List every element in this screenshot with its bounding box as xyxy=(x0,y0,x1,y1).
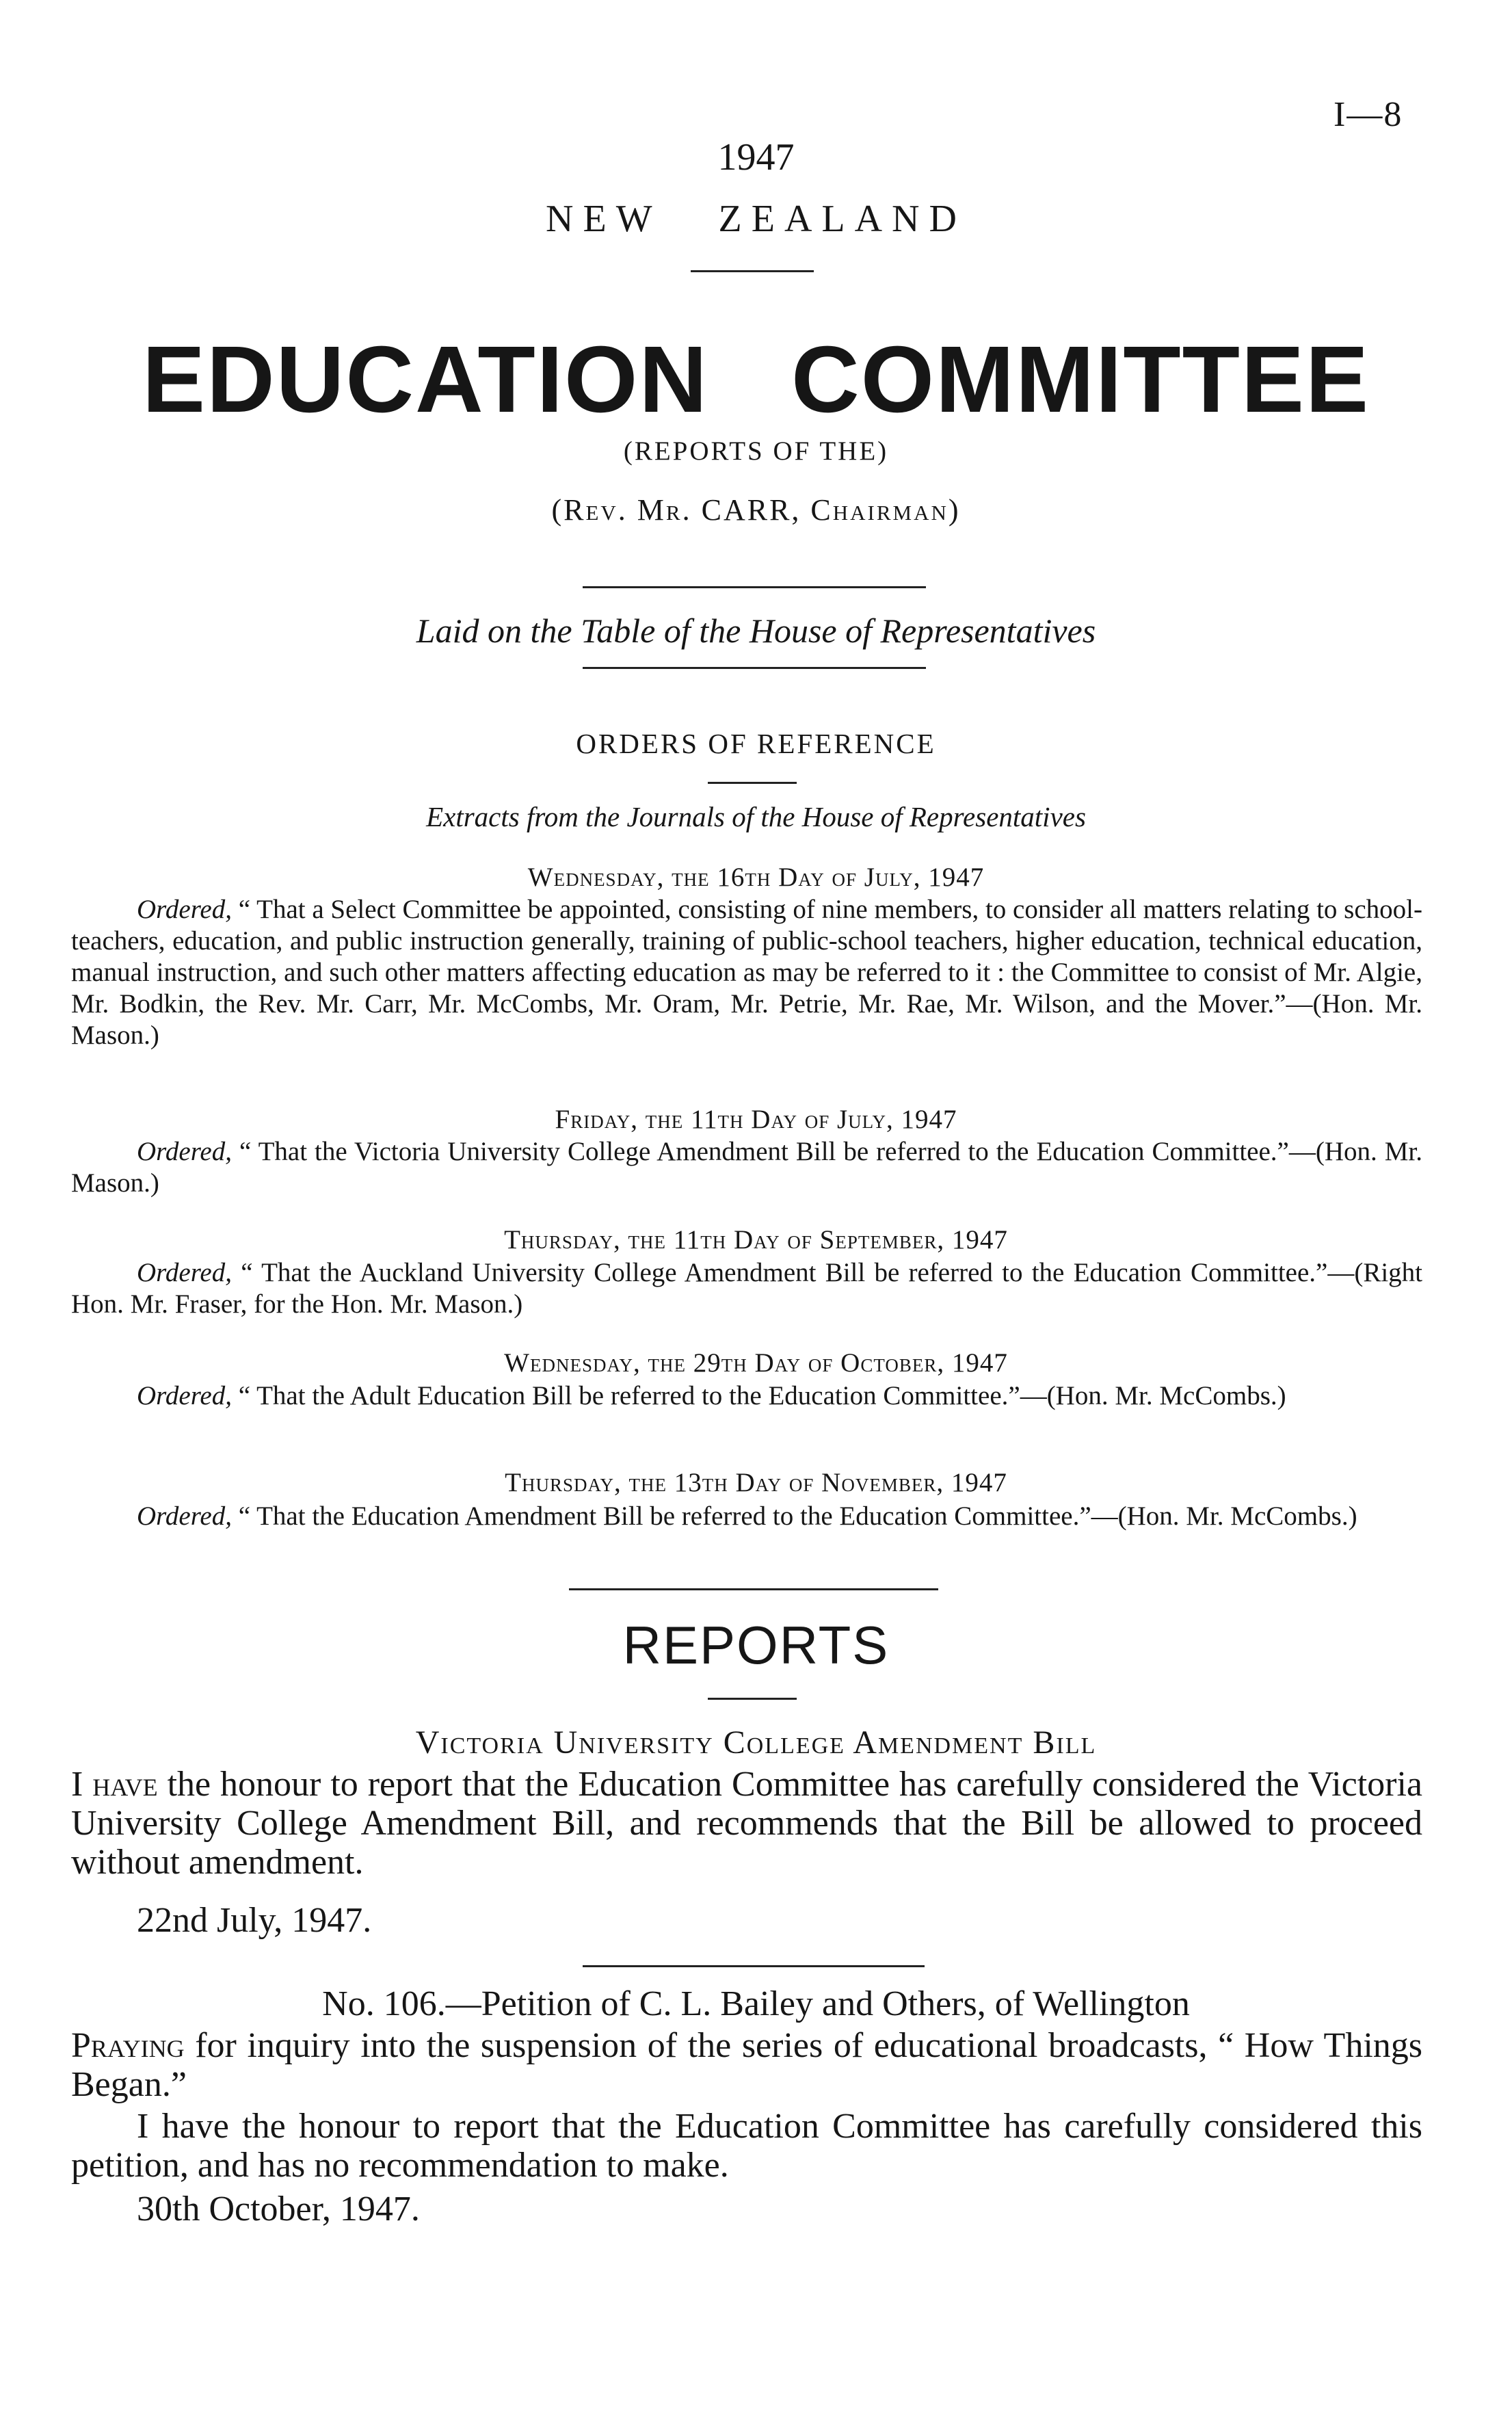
order-text: “ That a Select Committee be appointed, consisting of nine members, to consider all matters relating to school-teachers, education, and public instruction generally, training of public-school teachers, higher education, technical education, manual instruction, and such other matters affecting education as may be referred to it : the Committee to consist of Mr. Algie, Mr. Bodkin, the Rev. Mr. Carr, Mr. McCombs, Mr. Oram, Mr. Petrie, Mr. Rae, Mr. Wilson, and the Mover.”—(Hon. Mr. Mason.) xyxy=(71,895,1422,1050)
country-name: NEW ZEALAND xyxy=(546,198,966,240)
chairman-line: (Rev. Mr. CARR, Chairman) xyxy=(551,493,961,527)
order-date: Friday, the 11th Day of July, 1947 xyxy=(555,1105,957,1134)
orders-heading: ORDERS OF REFERENCE xyxy=(576,728,936,759)
petition-heading xyxy=(0,1984,1512,2024)
extracts-line: Extracts from the Journals of the House of Representatives xyxy=(426,801,1086,832)
order-paragraph xyxy=(71,1501,1422,1532)
ordered-label: Ordered, xyxy=(137,1137,232,1166)
ordered-label: Ordered, xyxy=(137,1501,232,1531)
order-paragraph xyxy=(71,1257,1422,1320)
order-date: Wednesday, the 29th Day of October, 1947 xyxy=(504,1348,1008,1378)
report-heading: Victoria University College Amendment Bill xyxy=(415,1724,1097,1761)
order-paragraph xyxy=(71,1136,1422,1199)
petition-heading-text: No. 106.—Petition of C. L. Bailey and Others, of Wellington xyxy=(322,1984,1190,2023)
laid-on-table: Laid on the Table of the House of Representatives xyxy=(416,612,1096,650)
divider-rule xyxy=(569,1588,938,1590)
order-date: Thursday, the 13th Day of November, 1947 xyxy=(505,1468,1007,1497)
document-year: 1947 xyxy=(717,136,795,179)
ordered-label: Ordered, xyxy=(137,1258,232,1287)
petition-date: 30th October, 1947. xyxy=(137,2190,420,2229)
order-paragraph xyxy=(71,1380,1422,1412)
petition-report-paragraph: I have the honour to report that the Education Committee has carefully considered this petition, and has no recommendation to make. xyxy=(71,2107,1422,2185)
report-lead: I have xyxy=(71,1765,158,1804)
order-text: “ That the Victoria University College Amendment Bill be referred to the Education Committee.”—(Hon. Mr. Mason.) xyxy=(71,1137,1422,1198)
divider-rule xyxy=(708,1698,797,1700)
order-text: “ That the Education Amendment Bill be referred to the Education Committee.”—(Hon. Mr. McCombs.) xyxy=(238,1501,1357,1531)
divider-rule xyxy=(708,782,797,784)
order-date: Thursday, the 11th Day of September, 1947 xyxy=(504,1225,1008,1254)
report-text: the honour to report that the Education Committee has carefully considered the Victoria University College Amendment Bill, and recommends that the Bill be allowed to proceed without amendment. xyxy=(71,1765,1423,1882)
ordered-label: Ordered, xyxy=(137,1381,232,1410)
document-title: EDUCATION COMMITTEE xyxy=(142,327,1370,432)
reports-heading: REPORTS xyxy=(622,1615,890,1675)
document-subtitle: (REPORTS OF THE) xyxy=(623,436,889,466)
divider-rule xyxy=(583,586,926,588)
divider-rule xyxy=(583,667,926,669)
petition-paragraph xyxy=(71,2026,1422,2104)
order-text: “ That the Adult Education Bill be referred to the Education Committee.”—(Hon. Mr. McCombs.) xyxy=(238,1381,1286,1410)
petition-lead: Praying xyxy=(71,2026,185,2065)
order-text: “ That the Auckland University College Amendment Bill be referred to the Education Committee.”—(Right Hon. Mr. Fraser, for the Hon. Mr. Mason.) xyxy=(71,1258,1423,1319)
divider-rule xyxy=(691,270,814,272)
ordered-label: Ordered, xyxy=(137,895,232,924)
order-date: Wednesday, the 16th Day of July, 1947 xyxy=(527,863,985,892)
order-paragraph xyxy=(71,894,1422,1051)
divider-rule xyxy=(583,1965,925,1967)
page-code: I—8 xyxy=(1334,95,1403,134)
report-paragraph xyxy=(71,1765,1422,1882)
report-date: 22nd July, 1947. xyxy=(137,1901,372,1940)
petition-text: for inquiry into the suspension of the series of educational broadcasts, “ How Things Began.” xyxy=(71,2026,1423,2104)
